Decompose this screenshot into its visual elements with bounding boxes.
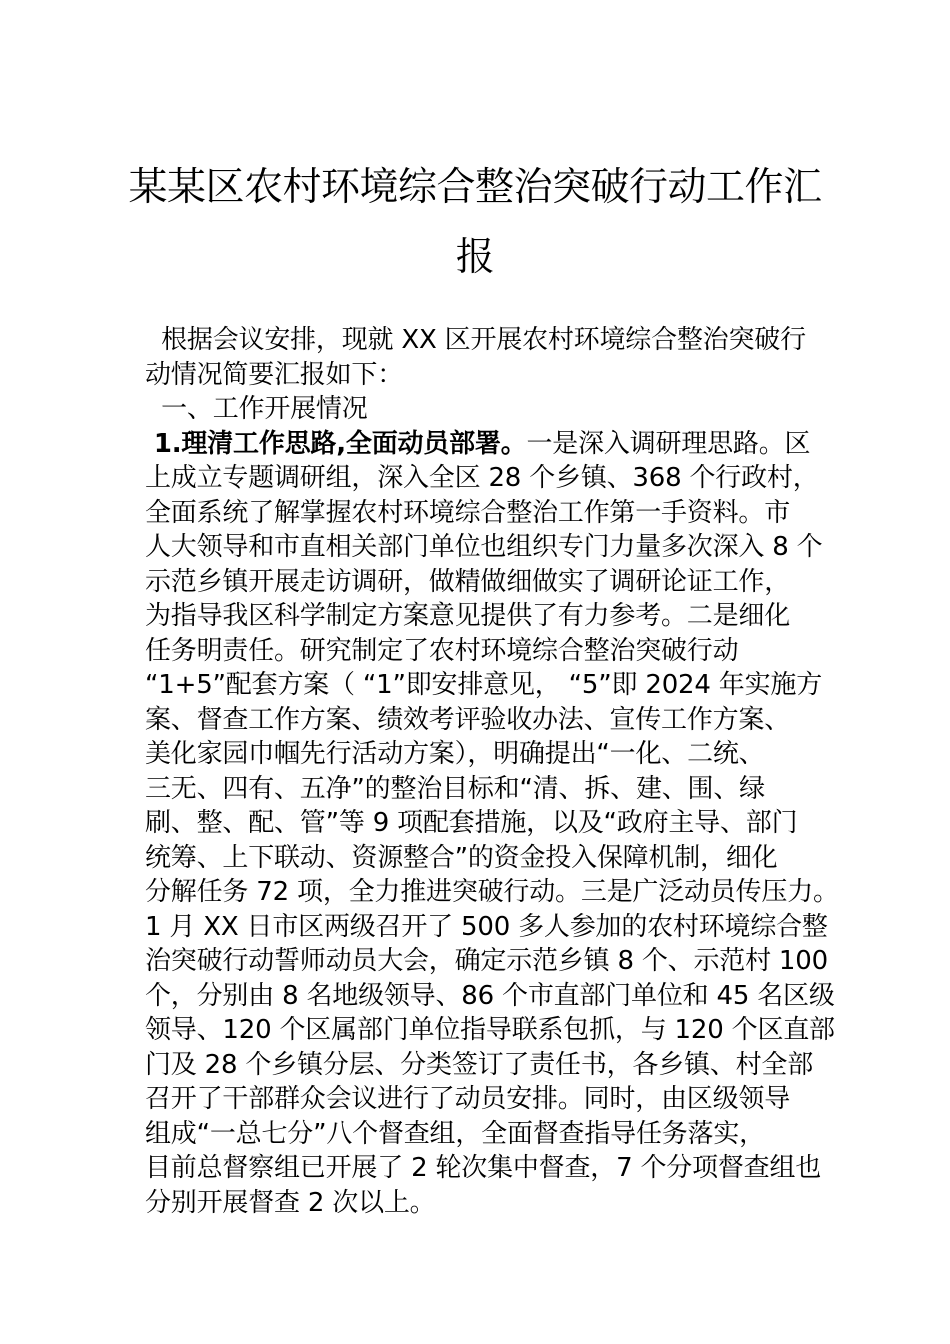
document-body: [145, 323, 839, 1220]
document-title-line-2: 报: [455, 235, 495, 280]
paragraph-line: 人大领导和市直相关部门单位也组织专门力量多次深入 8 个: [145, 532, 823, 562]
paragraph-line: 案、督查工作方案、绩效考评验收办法、宣传工作方案、: [145, 704, 791, 735]
paragraph-line: 个，分别由 8 名地级领导、86 个市直部门单位和 45 名区级: [145, 980, 835, 1011]
paragraph-line: 统筹、上下联动、资源整合”的资金投入保障机制，细化: [145, 842, 778, 873]
paragraph-line: 示范乡镇开展走访调研，做精做细做实了调研论证工作，: [145, 566, 791, 597]
paragraph-line: “1+5”配套方案（ “1”即安排意见， “5”即 2024 年实施方: [145, 670, 822, 700]
paragraph-line: [145, 427, 810, 462]
section-heading: 一、工作开展情况: [145, 394, 368, 424]
paragraph-text: 一是深入调研理思路。区: [526, 428, 811, 459]
paragraph-line: 三无、四有、五净”的整治目标和“清、拆、建、围、绿: [145, 773, 765, 804]
paragraph-line: 组成“一总七分”八个督查组，全面督查指导任务落实，: [145, 1118, 765, 1149]
paragraph-line: 门及 28 个乡镇分层、分类签订了责任书，各乡镇、村全部: [145, 1049, 814, 1080]
paragraph-line: 为指导我区科学制定方案意见提供了有力参考。二是细化: [145, 601, 791, 631]
paragraph-line: 动情况简要汇报如下：: [145, 359, 404, 390]
paragraph-line: 召开了干部群众会议进行了动员安排。同时，由区级领导: [145, 1084, 791, 1114]
subsection-heading: 1.理清工作思路,全面动员部署。: [145, 428, 527, 459]
paragraph-line: 任务明责任。研究制定了农村环境综合整治突破行动: [145, 635, 739, 666]
paragraph-line: 领导、120 个区属部门单位指导联系包抓，与 120 个区直部: [145, 1015, 835, 1045]
paragraph-line: 全面系统了解掌握农村环境综合整治工作第一手资料。市: [145, 497, 791, 528]
paragraph-line: 美化家园巾帼先行活动方案），明确提出“一化、二统、: [145, 739, 765, 769]
paragraph-line: 1 月 XX 日市区两级召开了 500 多人参加的农村环境综合整: [145, 911, 828, 942]
paragraph-line: 上成立专题调研组，深入全区 28 个乡镇、368 个行政村，: [145, 463, 819, 493]
paragraph-line: 目前总督察组已开展了 2 轮次集中督查，7 个分项督查组也: [145, 1153, 822, 1183]
document-title-line-1: 某某区农村环境综合整治突破行动工作汇: [128, 165, 822, 210]
paragraph-line: 刷、整、配、管”等 9 项配套措施，以及“政府主导、部门: [145, 808, 798, 838]
paragraph-line: 根据会议安排，现就 XX 区开展农村环境综合整治突破行: [145, 325, 806, 355]
paragraph-line: 分解任务 72 项，全力推进突破行动。三是广泛动员传压力。: [145, 877, 839, 907]
paragraph-line: 分别开展督查 2 次以上。: [145, 1187, 436, 1218]
paragraph-line: 治突破行动誓师动员大会，确定示范乡镇 8 个、示范村 100: [145, 946, 828, 976]
